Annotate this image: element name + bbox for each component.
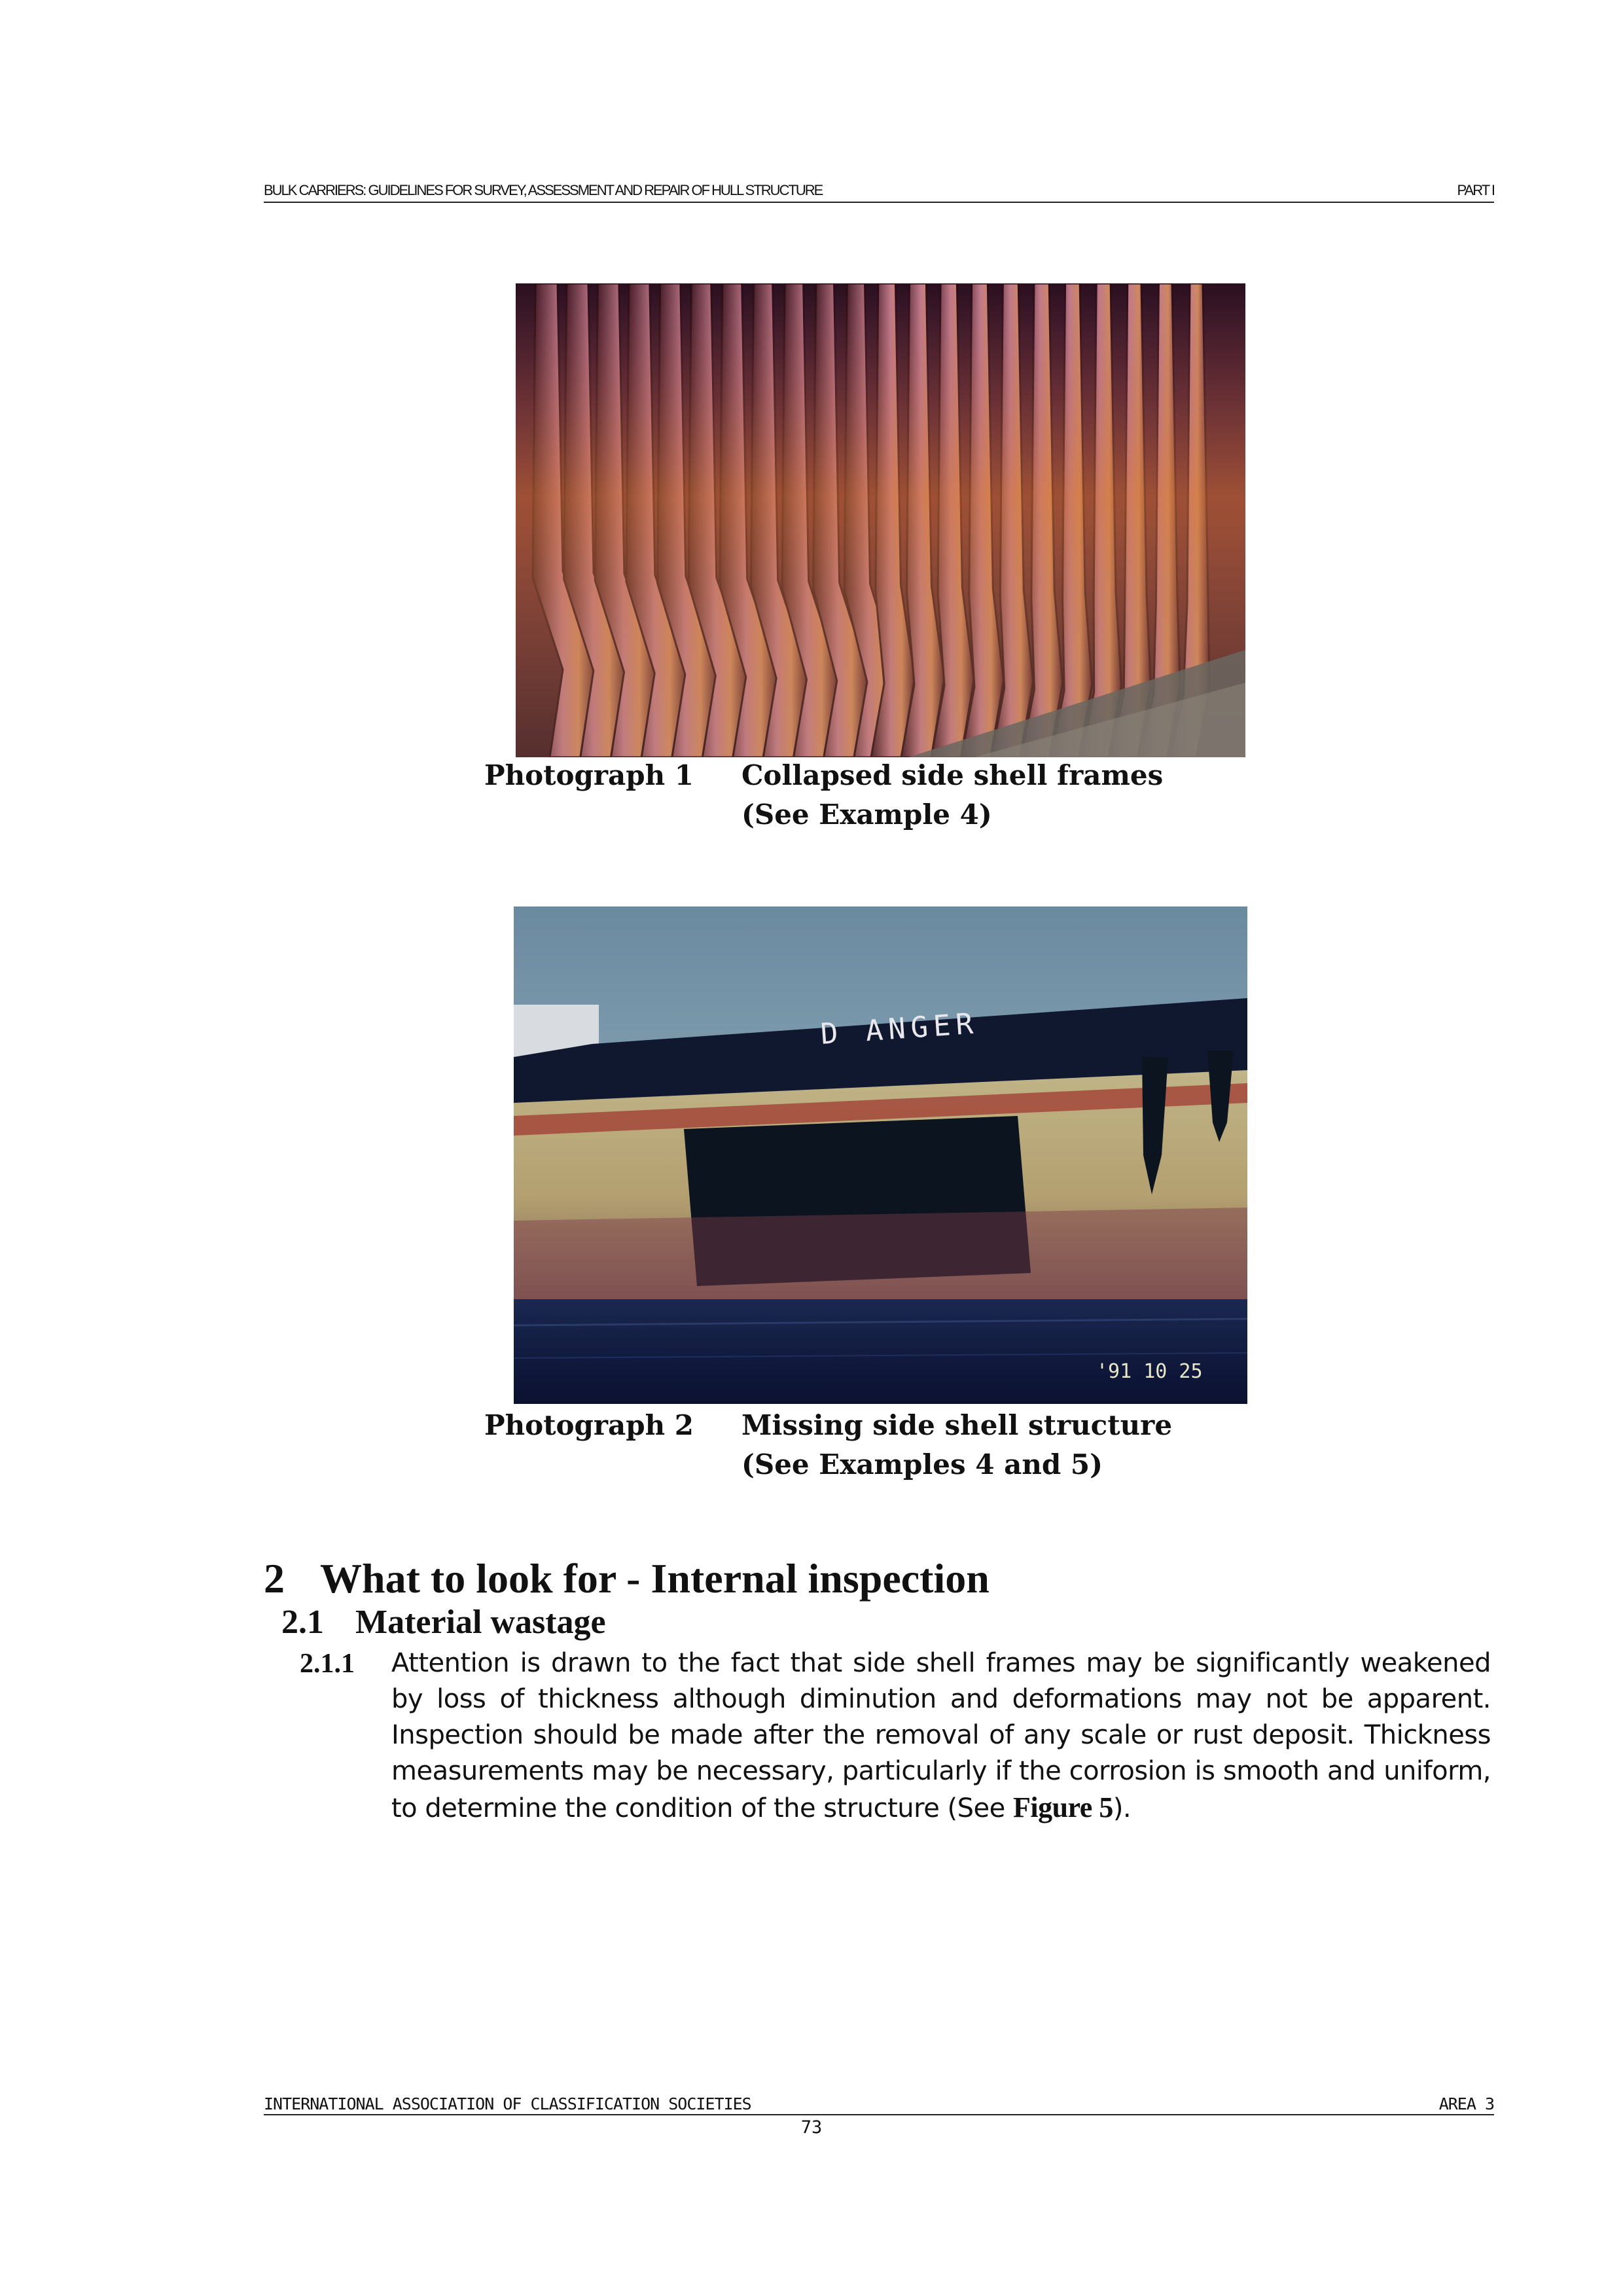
page-number: 73 — [800, 2117, 823, 2138]
subsection-heading — [281, 1601, 606, 1644]
section-title: What to look for - Internal inspection — [320, 1555, 990, 1602]
header-title: BULK CARRIERS: GUIDELINES FOR SURVEY, ASSESSMENT AND REPAIR OF HULL STRUCTURE — [264, 182, 823, 198]
photograph-1-label: Photograph 1 — [484, 759, 694, 791]
footer-organisation: INTERNATIONAL ASSOCIATION OF CLASSIFICATION SOCIETIES — [264, 2094, 751, 2113]
photograph-2-image — [514, 906, 1247, 1404]
photo-date-stamp: '91 10 25 — [1096, 1360, 1203, 1383]
running-footer — [264, 2094, 1494, 2115]
section-number: 2 — [264, 1555, 285, 1602]
figure-reference: Figure 5 — [1012, 1791, 1113, 1823]
section-heading — [264, 1552, 990, 1605]
header-part: PART I — [1457, 182, 1494, 198]
subsection-title: Material wastage — [355, 1604, 606, 1641]
paragraph-number: 2.1.1 — [300, 1649, 355, 1679]
photograph-1-caption — [484, 756, 1270, 841]
danger-painted-text: D ANGER — [819, 1007, 980, 1051]
subsection-number: 2.1 — [281, 1604, 324, 1641]
photograph-2-caption-text: Missing side shell structure (See Examples 4 and 5) — [741, 1409, 1173, 1480]
running-header — [264, 182, 1494, 203]
footer-area: AREA 3 — [1438, 2094, 1494, 2113]
photograph-1-caption-text: Collapsed side shell frames (See Example 4) — [741, 759, 1164, 831]
photograph-2-label: Photograph 2 — [484, 1409, 694, 1441]
paragraph-text: Attention is drawn to the fact that side shell frames may be significantly weakened by loss of thickness although diminution and deformations may not be apparent. Inspection should be made after the removal of any scale or rust deposit. Thickness measurements may be necessary, particularly if the corrosion is smooth and uniform, to determine the condition of the structure (See — [391, 1648, 1491, 1823]
paragraph-end: ). — [1113, 1793, 1132, 1823]
photograph-1-image — [516, 283, 1245, 757]
paragraph-body — [391, 1645, 1491, 1827]
photograph-2-caption — [484, 1406, 1270, 1491]
